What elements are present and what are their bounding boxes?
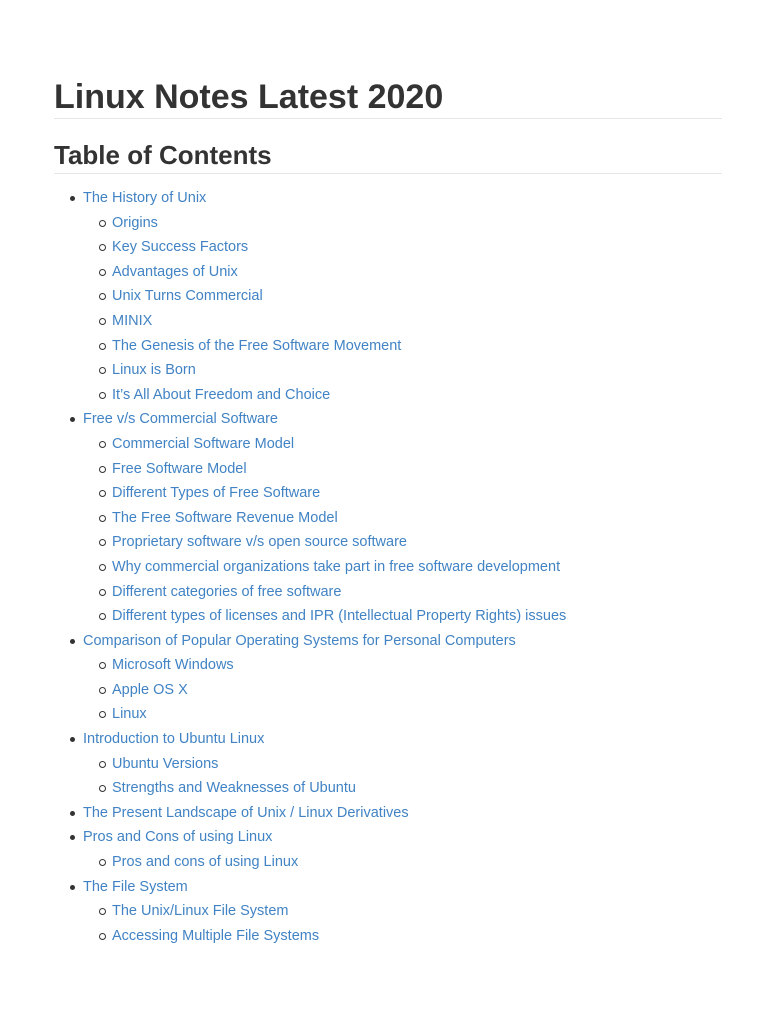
toc-subsection-item: [83, 850, 722, 875]
toc-subsection-item: [83, 481, 722, 506]
toc-subsection-link[interactable]: Strengths and Weaknesses of Ubuntu: [112, 780, 356, 797]
toc-subsection-link[interactable]: Different types of licenses and IPR (Intellectual Property Rights) issues: [112, 608, 567, 625]
toc-subsection-item: [83, 752, 722, 777]
toc-subsection-link[interactable]: Accessing Multiple File Systems: [112, 927, 320, 944]
toc-subsection-link[interactable]: Microsoft Windows: [112, 657, 234, 674]
toc-subsection-list: [83, 850, 722, 875]
toc-subsection-item: [83, 653, 722, 678]
toc-subsection-item: [83, 309, 722, 334]
toc-subsection-item: [83, 260, 722, 285]
toc-subsection-link[interactable]: Different Types of Free Software: [112, 485, 321, 502]
toc-subsection-link[interactable]: It’s All About Freedom and Choice: [112, 386, 331, 403]
toc-section-link[interactable]: Introduction to Ubuntu Linux: [83, 731, 265, 748]
toc-section-link[interactable]: Comparison of Popular Operating Systems for Personal Computers: [83, 632, 516, 649]
toc-subsection-list: [83, 432, 722, 629]
toc-subsection-item: [83, 383, 722, 408]
toc-subsection-link[interactable]: Origins: [112, 214, 158, 231]
toc-subsection-item: [83, 580, 722, 605]
toc-section-link[interactable]: The File System: [83, 878, 188, 895]
toc-subsection-link[interactable]: The Genesis of the Free Software Movement: [112, 337, 402, 354]
toc-subsection-item: [83, 334, 722, 359]
toc-section-item: [54, 407, 722, 628]
toc-section-item: [54, 801, 722, 826]
toc-subsection-list: [83, 653, 722, 727]
toc-subsection-item: [83, 899, 722, 924]
toc-subsection-link[interactable]: Ubuntu Versions: [112, 755, 219, 772]
toc-subsection-item: [83, 457, 722, 482]
toc-subsection-link[interactable]: Linux is Born: [112, 362, 196, 379]
toc-subsection-item: [83, 555, 722, 580]
toc-subsection-item: [83, 211, 722, 236]
toc-heading: Table of Contents: [54, 140, 272, 170]
table-of-contents: [54, 174, 722, 948]
toc-subsection-link[interactable]: The Unix/Linux File System: [112, 903, 289, 920]
toc-subsection-list: [83, 211, 722, 408]
toc-subsection-link[interactable]: Proprietary software v/s open source software: [112, 534, 407, 551]
toc-subsection-link[interactable]: MINIX: [112, 312, 153, 329]
toc-subsection-link[interactable]: Free Software Model: [112, 460, 247, 477]
toc-section-link[interactable]: Free v/s Commercial Software: [83, 411, 278, 428]
toc-section-item: [54, 825, 722, 874]
toc-subsection-link[interactable]: The Free Software Revenue Model: [112, 509, 338, 526]
page-title: Linux Notes Latest 2020: [54, 78, 444, 116]
toc-subsection-list: [83, 899, 722, 948]
toc-section-item: [54, 629, 722, 727]
toc-subsection-item: [83, 506, 722, 531]
toc-subsection-link[interactable]: Linux: [112, 706, 147, 723]
toc-section-item: [54, 875, 722, 949]
toc-subsection-item: [83, 284, 722, 309]
toc-subsection-item: [83, 358, 722, 383]
toc-subsection-item: [83, 678, 722, 703]
toc-subsection-item: [83, 924, 722, 949]
toc-subsection-item: [83, 530, 722, 555]
toc-subsection-item: [83, 235, 722, 260]
toc-subsection-link[interactable]: Apple OS X: [112, 681, 188, 698]
toc-subsection-link[interactable]: Different categories of free software: [112, 583, 342, 600]
toc-section-link[interactable]: The Present Landscape of Unix / Linux Derivatives: [83, 804, 409, 821]
toc-subsection-link[interactable]: Commercial Software Model: [112, 435, 295, 452]
toc-section-link[interactable]: The History of Unix: [83, 190, 207, 206]
toc-subsection-link[interactable]: Why commercial organizations take part in free software development: [112, 558, 561, 575]
toc-section-item: [54, 186, 722, 407]
toc-subsection-list: [83, 752, 722, 801]
toc-subsection-item: [83, 432, 722, 457]
toc-subsection-link[interactable]: Unix Turns Commercial: [112, 288, 263, 305]
toc-subsection-link[interactable]: Key Success Factors: [112, 239, 249, 256]
toc-subsection-item: [83, 776, 722, 801]
toc-subsection-item: [83, 604, 722, 629]
toc-subsection-link[interactable]: Advantages of Unix: [112, 263, 238, 280]
toc-subsection-link[interactable]: Pros and cons of using Linux: [112, 854, 299, 871]
toc-section-item: [54, 727, 722, 801]
toc-section-link[interactable]: Pros and Cons of using Linux: [83, 829, 273, 846]
toc-subsection-item: [83, 702, 722, 727]
